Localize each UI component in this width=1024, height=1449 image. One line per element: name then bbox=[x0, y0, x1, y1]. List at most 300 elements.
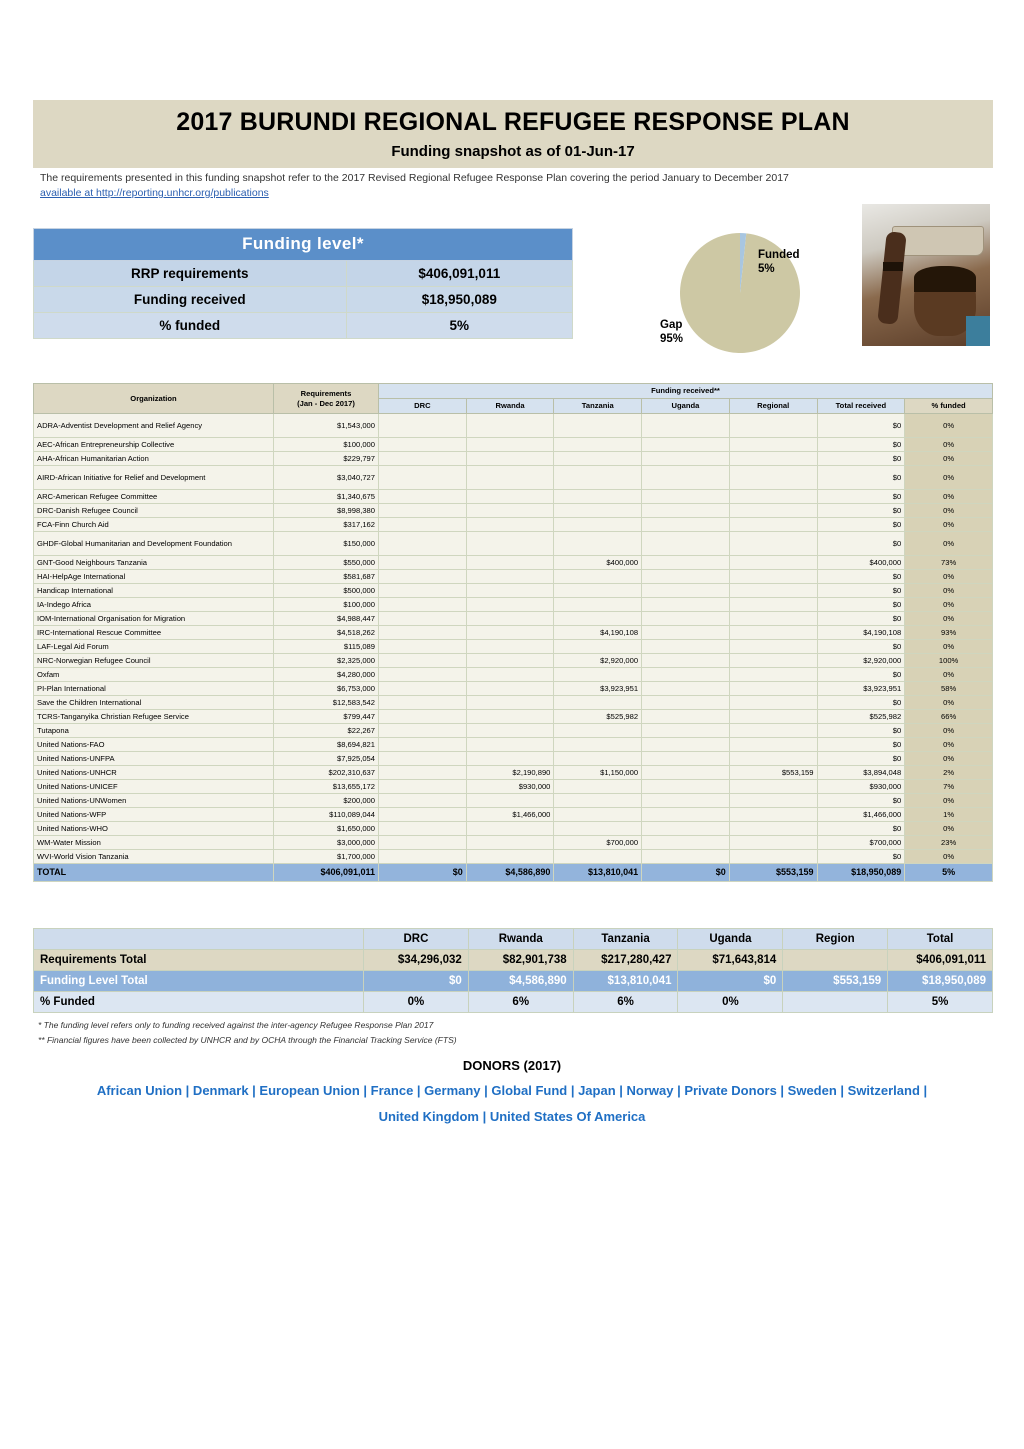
intro-line: The requirements presented in this funding snapshot refer to the 2017 Revised Regional Refugee Response Plan covering the period January to December 2017 bbox=[40, 172, 789, 184]
row-tanzania bbox=[554, 518, 642, 532]
table-row bbox=[34, 287, 573, 313]
row-total-received: $3,894,048 bbox=[817, 766, 905, 780]
summary-row bbox=[34, 992, 993, 1013]
row-regional bbox=[729, 794, 817, 808]
row-pct-funded: 0% bbox=[905, 724, 993, 738]
row-requirements: $3,000,000 bbox=[274, 836, 379, 850]
row-organization: GHDF-Global Humanitarian and Development Foundation bbox=[34, 532, 274, 556]
row-total-received: $0 bbox=[817, 752, 905, 766]
table-row bbox=[34, 738, 993, 752]
row-regional bbox=[729, 724, 817, 738]
row-uganda bbox=[642, 584, 730, 598]
row-pct-funded: 0% bbox=[905, 570, 993, 584]
row-requirements: $1,650,000 bbox=[274, 822, 379, 836]
header-uganda: Uganda bbox=[642, 399, 730, 414]
row-tanzania bbox=[554, 584, 642, 598]
row-regional bbox=[729, 780, 817, 794]
row-rwanda bbox=[466, 414, 554, 438]
row-requirements: $13,655,172 bbox=[274, 780, 379, 794]
row-regional bbox=[729, 452, 817, 466]
row-total-received: $400,000 bbox=[817, 556, 905, 570]
row-rwanda bbox=[466, 794, 554, 808]
table-row bbox=[34, 752, 993, 766]
table-row bbox=[34, 598, 993, 612]
table-row bbox=[34, 766, 993, 780]
row-organization: Tutapona bbox=[34, 724, 274, 738]
row-tanzania: $700,000 bbox=[554, 836, 642, 850]
table-row bbox=[34, 710, 993, 724]
organization-funding-table bbox=[33, 383, 993, 882]
row-drc bbox=[379, 668, 467, 682]
row-drc bbox=[379, 452, 467, 466]
row-organization: United Nations-WHO bbox=[34, 822, 274, 836]
row-tanzania bbox=[554, 612, 642, 626]
row-organization: DRC-Danish Refugee Council bbox=[34, 504, 274, 518]
table-row bbox=[34, 490, 993, 504]
row-regional bbox=[729, 626, 817, 640]
header-banner bbox=[33, 100, 993, 168]
row-regional bbox=[729, 556, 817, 570]
row-organization: United Nations-FAO bbox=[34, 738, 274, 752]
row-tanzania bbox=[554, 738, 642, 752]
row-tanzania: $525,982 bbox=[554, 710, 642, 724]
row-tanzania bbox=[554, 780, 642, 794]
table-row bbox=[34, 452, 993, 466]
pie-label-gap-name: Gap bbox=[660, 319, 683, 331]
row-pct-funded: 0% bbox=[905, 438, 993, 452]
row-uganda bbox=[642, 794, 730, 808]
row-rwanda bbox=[466, 438, 554, 452]
row-tanzania bbox=[554, 752, 642, 766]
row-rwanda bbox=[466, 490, 554, 504]
row-tanzania bbox=[554, 532, 642, 556]
row-total-received: $525,982 bbox=[817, 710, 905, 724]
row-uganda bbox=[642, 518, 730, 532]
summary-header-total: Total bbox=[888, 929, 993, 950]
row-organization: Oxfam bbox=[34, 668, 274, 682]
row-requirements: $581,687 bbox=[274, 570, 379, 584]
row-organization: IA-Indego Africa bbox=[34, 598, 274, 612]
row-uganda bbox=[642, 682, 730, 696]
row-rwanda bbox=[466, 738, 554, 752]
row-rwanda bbox=[466, 518, 554, 532]
row-regional bbox=[729, 640, 817, 654]
row-drc bbox=[379, 696, 467, 710]
row-total-received: $700,000 bbox=[817, 836, 905, 850]
row-total-received: $0 bbox=[817, 466, 905, 490]
row-total-received: $3,923,951 bbox=[817, 682, 905, 696]
row-total-received: $930,000 bbox=[817, 780, 905, 794]
hair-shape bbox=[914, 266, 976, 292]
row-uganda bbox=[642, 570, 730, 584]
summary-header-drc: DRC bbox=[364, 929, 469, 950]
row-tanzania bbox=[554, 668, 642, 682]
row-uganda bbox=[642, 504, 730, 518]
row-drc bbox=[379, 556, 467, 570]
row-tanzania: $1,150,000 bbox=[554, 766, 642, 780]
header-regional: Regional bbox=[729, 399, 817, 414]
row-rwanda: $1,466,000 bbox=[466, 808, 554, 822]
row-regional bbox=[729, 808, 817, 822]
row-regional bbox=[729, 570, 817, 584]
row-tanzania bbox=[554, 808, 642, 822]
row-uganda bbox=[642, 612, 730, 626]
row-regional bbox=[729, 668, 817, 682]
row-regional bbox=[729, 598, 817, 612]
table-row bbox=[34, 794, 993, 808]
header-funding-received: Funding received** bbox=[379, 384, 993, 399]
total-pct-funded: 5% bbox=[905, 864, 993, 882]
rrp-requirements-label: RRP requirements bbox=[34, 261, 347, 287]
header-rwanda: Rwanda bbox=[466, 399, 554, 414]
row-pct-funded: 0% bbox=[905, 822, 993, 836]
row-organization: HAI-HelpAge International bbox=[34, 570, 274, 584]
arm-shape bbox=[877, 231, 907, 325]
row-regional bbox=[729, 518, 817, 532]
summary-cell-rwanda: 6% bbox=[468, 992, 573, 1013]
row-organization: United Nations-WFP bbox=[34, 808, 274, 822]
table-row bbox=[34, 836, 993, 850]
table-row bbox=[34, 261, 573, 287]
donors-list bbox=[62, 1078, 962, 1130]
row-drc bbox=[379, 504, 467, 518]
row-pct-funded: 0% bbox=[905, 466, 993, 490]
row-tanzania bbox=[554, 504, 642, 518]
row-uganda bbox=[642, 710, 730, 724]
row-requirements: $1,340,675 bbox=[274, 490, 379, 504]
total-label: TOTAL bbox=[34, 864, 274, 882]
row-requirements: $202,310,637 bbox=[274, 766, 379, 780]
table-row bbox=[34, 850, 993, 864]
row-pct-funded: 100% bbox=[905, 654, 993, 668]
row-drc bbox=[379, 850, 467, 864]
summary-cell-region: $553,159 bbox=[783, 971, 888, 992]
table-row bbox=[34, 570, 993, 584]
table-row bbox=[34, 612, 993, 626]
row-rwanda: $930,000 bbox=[466, 780, 554, 794]
row-tanzania: $400,000 bbox=[554, 556, 642, 570]
row-pct-funded: 0% bbox=[905, 668, 993, 682]
row-rwanda bbox=[466, 668, 554, 682]
donors-line-two: United Kingdom | United States Of America bbox=[378, 1109, 646, 1124]
row-regional bbox=[729, 682, 817, 696]
row-pct-funded: 0% bbox=[905, 452, 993, 466]
row-organization: ADRA-Adventist Development and Relief Agency bbox=[34, 414, 274, 438]
funding-received-label: Funding received bbox=[34, 287, 347, 313]
row-organization: FCA-Finn Church Aid bbox=[34, 518, 274, 532]
total-requirements: $406,091,011 bbox=[274, 864, 379, 882]
row-pct-funded: 1% bbox=[905, 808, 993, 822]
row-requirements: $8,694,821 bbox=[274, 738, 379, 752]
row-requirements: $100,000 bbox=[274, 438, 379, 452]
row-organization: United Nations-UNICEF bbox=[34, 780, 274, 794]
row-drc bbox=[379, 584, 467, 598]
row-requirements: $799,447 bbox=[274, 710, 379, 724]
total-drc: $0 bbox=[379, 864, 467, 882]
row-organization: TCRS-Tanganyika Christian Refugee Service bbox=[34, 710, 274, 724]
row-tanzania bbox=[554, 598, 642, 612]
row-rwanda bbox=[466, 822, 554, 836]
row-organization: LAF-Legal Aid Forum bbox=[34, 640, 274, 654]
row-total-received: $1,466,000 bbox=[817, 808, 905, 822]
row-requirements: $110,089,044 bbox=[274, 808, 379, 822]
row-organization: IRC-International Rescue Committee bbox=[34, 626, 274, 640]
table-row bbox=[34, 640, 993, 654]
row-requirements: $3,040,727 bbox=[274, 466, 379, 490]
row-requirements: $200,000 bbox=[274, 794, 379, 808]
row-requirements: $2,325,000 bbox=[274, 654, 379, 668]
table-row bbox=[34, 696, 993, 710]
row-total-received: $0 bbox=[817, 490, 905, 504]
row-drc bbox=[379, 626, 467, 640]
publications-link[interactable]: available at http://reporting.unhcr.org/publications bbox=[40, 187, 269, 199]
row-uganda bbox=[642, 490, 730, 504]
row-uganda bbox=[642, 808, 730, 822]
row-drc bbox=[379, 794, 467, 808]
donors-line-one: African Union | Denmark | European Union | France | Germany | Global Fund | Japan | Norway | Private Donors | Sweden | Switzerland | bbox=[96, 1083, 928, 1098]
intro-text bbox=[40, 171, 940, 201]
row-uganda bbox=[642, 696, 730, 710]
total-regional: $553,159 bbox=[729, 864, 817, 882]
row-tanzania bbox=[554, 822, 642, 836]
row-pct-funded: 0% bbox=[905, 794, 993, 808]
row-regional bbox=[729, 836, 817, 850]
row-requirements: $7,925,054 bbox=[274, 752, 379, 766]
row-total-received: $0 bbox=[817, 570, 905, 584]
row-regional bbox=[729, 654, 817, 668]
row-tanzania bbox=[554, 850, 642, 864]
row-pct-funded: 0% bbox=[905, 752, 993, 766]
row-tanzania bbox=[554, 724, 642, 738]
row-requirements: $4,518,262 bbox=[274, 626, 379, 640]
row-uganda bbox=[642, 766, 730, 780]
row-requirements: $229,797 bbox=[274, 452, 379, 466]
summary-cell-tanzania: 6% bbox=[573, 992, 678, 1013]
row-uganda bbox=[642, 780, 730, 794]
row-regional bbox=[729, 738, 817, 752]
row-drc bbox=[379, 532, 467, 556]
summary-header-region: Region bbox=[783, 929, 888, 950]
row-requirements: $500,000 bbox=[274, 584, 379, 598]
row-organization: NRC-Norwegian Refugee Council bbox=[34, 654, 274, 668]
row-organization: WVI-World Vision Tanzania bbox=[34, 850, 274, 864]
row-uganda bbox=[642, 640, 730, 654]
row-rwanda bbox=[466, 570, 554, 584]
row-uganda bbox=[642, 822, 730, 836]
row-rwanda bbox=[466, 724, 554, 738]
row-requirements: $4,280,000 bbox=[274, 668, 379, 682]
row-total-received: $0 bbox=[817, 414, 905, 438]
summary-header-tanzania: Tanzania bbox=[573, 929, 678, 950]
row-uganda bbox=[642, 598, 730, 612]
row-drc bbox=[379, 438, 467, 452]
row-drc bbox=[379, 808, 467, 822]
row-tanzania bbox=[554, 570, 642, 584]
summary-cell-total: $18,950,089 bbox=[888, 971, 993, 992]
row-pct-funded: 58% bbox=[905, 682, 993, 696]
row-total-received: $0 bbox=[817, 504, 905, 518]
table-row bbox=[34, 808, 993, 822]
row-rwanda bbox=[466, 654, 554, 668]
row-rwanda: $2,190,890 bbox=[466, 766, 554, 780]
row-drc bbox=[379, 780, 467, 794]
photo-caption-overlay bbox=[870, 211, 940, 223]
wristband-shape bbox=[883, 262, 903, 271]
pie-label-gap-value: 95% bbox=[660, 333, 684, 345]
total-received: $18,950,089 bbox=[817, 864, 905, 882]
row-drc bbox=[379, 766, 467, 780]
row-pct-funded: 0% bbox=[905, 696, 993, 710]
summary-cell-uganda: 0% bbox=[678, 992, 783, 1013]
row-pct-funded: 2% bbox=[905, 766, 993, 780]
row-organization: ARC-American Refugee Committee bbox=[34, 490, 274, 504]
row-uganda bbox=[642, 414, 730, 438]
footnote-two: ** Financial figures have been collected by UNHCR and by OCHA through the Financial Tracking Service (FTS) bbox=[38, 1035, 457, 1045]
rrp-requirements-value: $406,091,011 bbox=[346, 261, 572, 287]
row-regional bbox=[729, 710, 817, 724]
shoulder-shape bbox=[966, 316, 990, 346]
country-summary-table bbox=[33, 928, 993, 1013]
row-pct-funded: 93% bbox=[905, 626, 993, 640]
row-requirements: $317,162 bbox=[274, 518, 379, 532]
row-drc bbox=[379, 654, 467, 668]
row-regional bbox=[729, 532, 817, 556]
row-total-received: $0 bbox=[817, 850, 905, 864]
row-requirements: $1,700,000 bbox=[274, 850, 379, 864]
row-pct-funded: 0% bbox=[905, 612, 993, 626]
row-organization: GNT-Good Neighbours Tanzania bbox=[34, 556, 274, 570]
header-tanzania: Tanzania bbox=[554, 399, 642, 414]
cover-photo bbox=[862, 204, 990, 346]
row-requirements: $100,000 bbox=[274, 598, 379, 612]
pie-label-funded-name: Funded bbox=[758, 249, 800, 261]
total-uganda: $0 bbox=[642, 864, 730, 882]
row-rwanda bbox=[466, 850, 554, 864]
row-total-received: $0 bbox=[817, 668, 905, 682]
row-regional bbox=[729, 438, 817, 452]
table-row bbox=[34, 724, 993, 738]
row-drc bbox=[379, 490, 467, 504]
summary-cell-tanzania: $13,810,041 bbox=[573, 971, 678, 992]
row-regional bbox=[729, 822, 817, 836]
row-tanzania bbox=[554, 794, 642, 808]
row-total-received: $0 bbox=[817, 438, 905, 452]
row-tanzania: $2,920,000 bbox=[554, 654, 642, 668]
summary-header-label bbox=[34, 929, 364, 950]
table-total-row bbox=[34, 864, 993, 882]
row-drc bbox=[379, 710, 467, 724]
row-drc bbox=[379, 570, 467, 584]
row-rwanda bbox=[466, 696, 554, 710]
row-uganda bbox=[642, 668, 730, 682]
row-total-received: $0 bbox=[817, 724, 905, 738]
funding-level-table bbox=[33, 228, 573, 339]
summary-cell-label: % Funded bbox=[34, 992, 364, 1013]
row-uganda bbox=[642, 452, 730, 466]
row-drc bbox=[379, 724, 467, 738]
summary-row bbox=[34, 971, 993, 992]
row-regional bbox=[729, 490, 817, 504]
header-requirements bbox=[274, 384, 379, 414]
row-pct-funded: 0% bbox=[905, 490, 993, 504]
row-uganda bbox=[642, 724, 730, 738]
row-total-received: $2,920,000 bbox=[817, 654, 905, 668]
row-rwanda bbox=[466, 598, 554, 612]
summary-header-row bbox=[34, 929, 993, 950]
row-organization: AIRD-African Initiative for Relief and Development bbox=[34, 466, 274, 490]
row-requirements: $115,089 bbox=[274, 640, 379, 654]
summary-header-uganda: Uganda bbox=[678, 929, 783, 950]
header-requirements-line2: (Jan - Dec 2017) bbox=[297, 398, 355, 408]
row-uganda bbox=[642, 556, 730, 570]
row-rwanda bbox=[466, 836, 554, 850]
row-pct-funded: 0% bbox=[905, 518, 993, 532]
row-tanzania bbox=[554, 452, 642, 466]
header-total-received: Total received bbox=[817, 399, 905, 414]
footnotes bbox=[38, 1018, 738, 1048]
row-requirements: $150,000 bbox=[274, 532, 379, 556]
row-pct-funded: 0% bbox=[905, 850, 993, 864]
pie-label-funded bbox=[758, 248, 800, 276]
row-organization: PI-Plan International bbox=[34, 682, 274, 696]
row-organization: IOM-International Organisation for Migration bbox=[34, 612, 274, 626]
row-tanzania bbox=[554, 466, 642, 490]
row-total-received: $0 bbox=[817, 696, 905, 710]
header-organization: Organization bbox=[34, 384, 274, 414]
row-tanzania bbox=[554, 414, 642, 438]
pie-label-gap bbox=[660, 318, 683, 346]
row-pct-funded: 23% bbox=[905, 836, 993, 850]
table-row bbox=[34, 822, 993, 836]
footnote-one: * The funding level refers only to funding received against the inter-agency Refugee Response Plan 2017 bbox=[38, 1020, 434, 1030]
row-regional bbox=[729, 466, 817, 490]
summary-cell-drc: $0 bbox=[364, 971, 469, 992]
row-regional bbox=[729, 850, 817, 864]
row-total-received: $0 bbox=[817, 452, 905, 466]
row-requirements: $4,988,447 bbox=[274, 612, 379, 626]
row-organization: United Nations-UNWomen bbox=[34, 794, 274, 808]
summary-rows bbox=[34, 950, 993, 1013]
row-requirements: $22,267 bbox=[274, 724, 379, 738]
row-total-received: $0 bbox=[817, 794, 905, 808]
summary-cell-total: $406,091,011 bbox=[888, 950, 993, 971]
row-uganda bbox=[642, 836, 730, 850]
row-rwanda bbox=[466, 682, 554, 696]
total-rwanda: $4,586,890 bbox=[466, 864, 554, 882]
row-total-received: $0 bbox=[817, 822, 905, 836]
table-row bbox=[34, 438, 993, 452]
row-drc bbox=[379, 466, 467, 490]
table-row bbox=[34, 414, 993, 438]
row-rwanda bbox=[466, 626, 554, 640]
funding-received-value: $18,950,089 bbox=[346, 287, 572, 313]
pct-funded-label: % funded bbox=[34, 313, 347, 339]
pie-label-funded-value: 5% bbox=[758, 263, 775, 275]
row-total-received: $0 bbox=[817, 738, 905, 752]
row-drc bbox=[379, 752, 467, 766]
summary-cell-uganda: $0 bbox=[678, 971, 783, 992]
row-organization: AHA-African Humanitarian Action bbox=[34, 452, 274, 466]
funding-level-title: Funding level* bbox=[34, 229, 573, 261]
row-rwanda bbox=[466, 710, 554, 724]
summary-cell-tanzania: $217,280,427 bbox=[573, 950, 678, 971]
row-drc bbox=[379, 682, 467, 696]
pct-funded-value: 5% bbox=[346, 313, 572, 339]
row-uganda bbox=[642, 532, 730, 556]
row-total-received: $4,190,108 bbox=[817, 626, 905, 640]
table-row bbox=[34, 682, 993, 696]
table-row bbox=[34, 518, 993, 532]
